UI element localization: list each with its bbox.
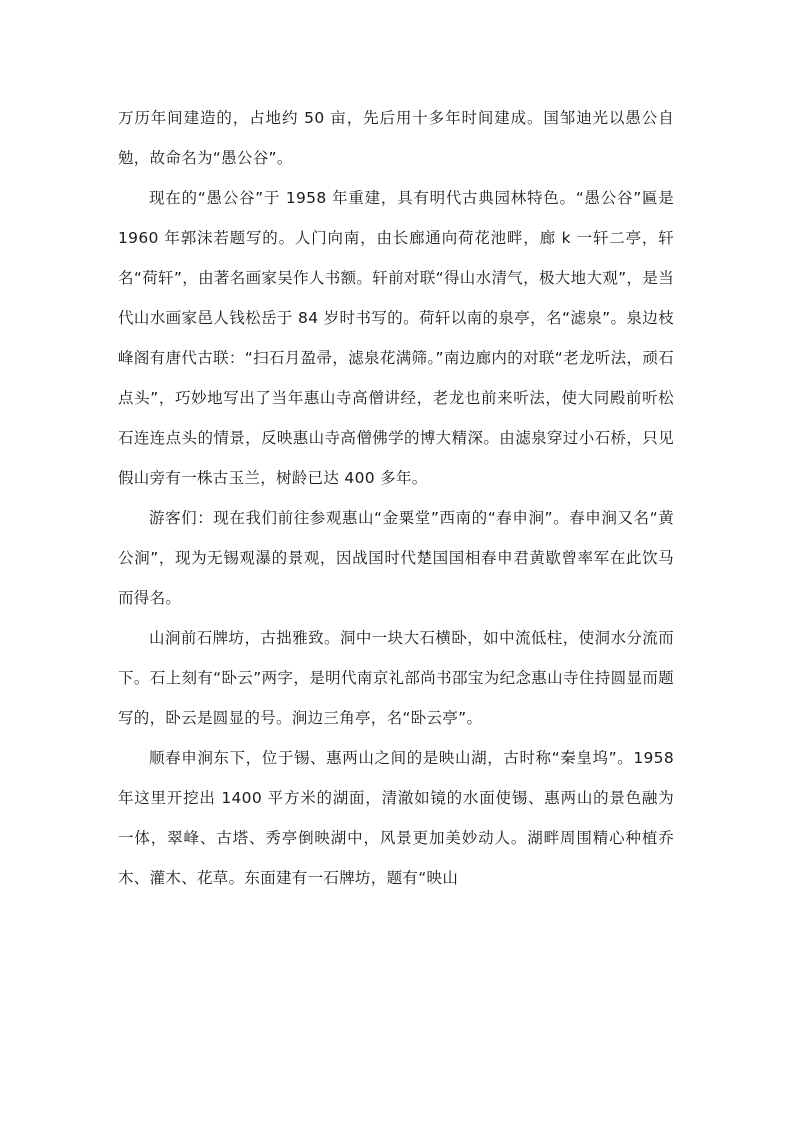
document-body (118, 98, 674, 898)
paragraph-2: 现在的“愚公谷”于 1958 年重建，具有明代古典园林特色。“愚公谷”匾是 1960 年郭沫若题写的。人门向南，由长廊通向荷花池畔，廊 k 一轩二亭，轩名“荷轩”，由著名画家吴作人书额。轩前对联“得山水清气，极大地大观”，是当代山水画家邑人钱松岳于 84 岁时书写的。荷轩以南的泉亭，名“滤泉”。泉边枝峰阁有唐代古联：“扫石月盈帚，滤泉花满筛。”南边廊内的对联“老龙听法，顽石点头”，巧妙地写出了当年惠山寺高僧讲经，老龙也前来听法，使大同殿前听松石连连点头的情景，反映惠山寺高僧佛学的博大精深。由滤泉穿过小石桥，只见假山旁有一株古玉兰，树龄已达 400 多年。 (118, 189, 674, 487)
paragraph-4: 山涧前石牌坊，古拙雅致。洞中一块大石横卧，如中流低柱，使洞水分流而下。石上刻有“卧云”两字，是明代南京礼部尚书邵宝为纪念惠山寺住持圆显而题写的，卧云是圆显的号。涧边三角亭，名“卧云亭”。 (118, 629, 674, 727)
paragraph-5: 顺春申涧东下，位于锡、惠两山之间的是映山湖，古时称“秦皇坞”。1958 年这里开挖出 1400 平方米的湖面，清澈如镜的水面使锡、惠两山的景色融为一体，翠峰、古塔、秀亭倒映湖中，风景更加美妙动人。湖畔周围精心种植乔木、灌木、花草。东面建有一石牌坊，题有“映山 (118, 749, 674, 887)
paragraph-1: 万历年间建造的，占地约 50 亩，先后用十多年时间建成。国邹迪光以愚公自勉，故命名为“愚公谷”。 (118, 109, 674, 167)
paragraph-3: 游客们：现在我们前往参观惠山“金粟堂”西南的“春申涧”。春申涧又名“黄公涧”，现为无锡观瀑的景观，因战国时代楚国国相春申君黄歇曾率军在此饮马而得名。 (118, 509, 674, 607)
